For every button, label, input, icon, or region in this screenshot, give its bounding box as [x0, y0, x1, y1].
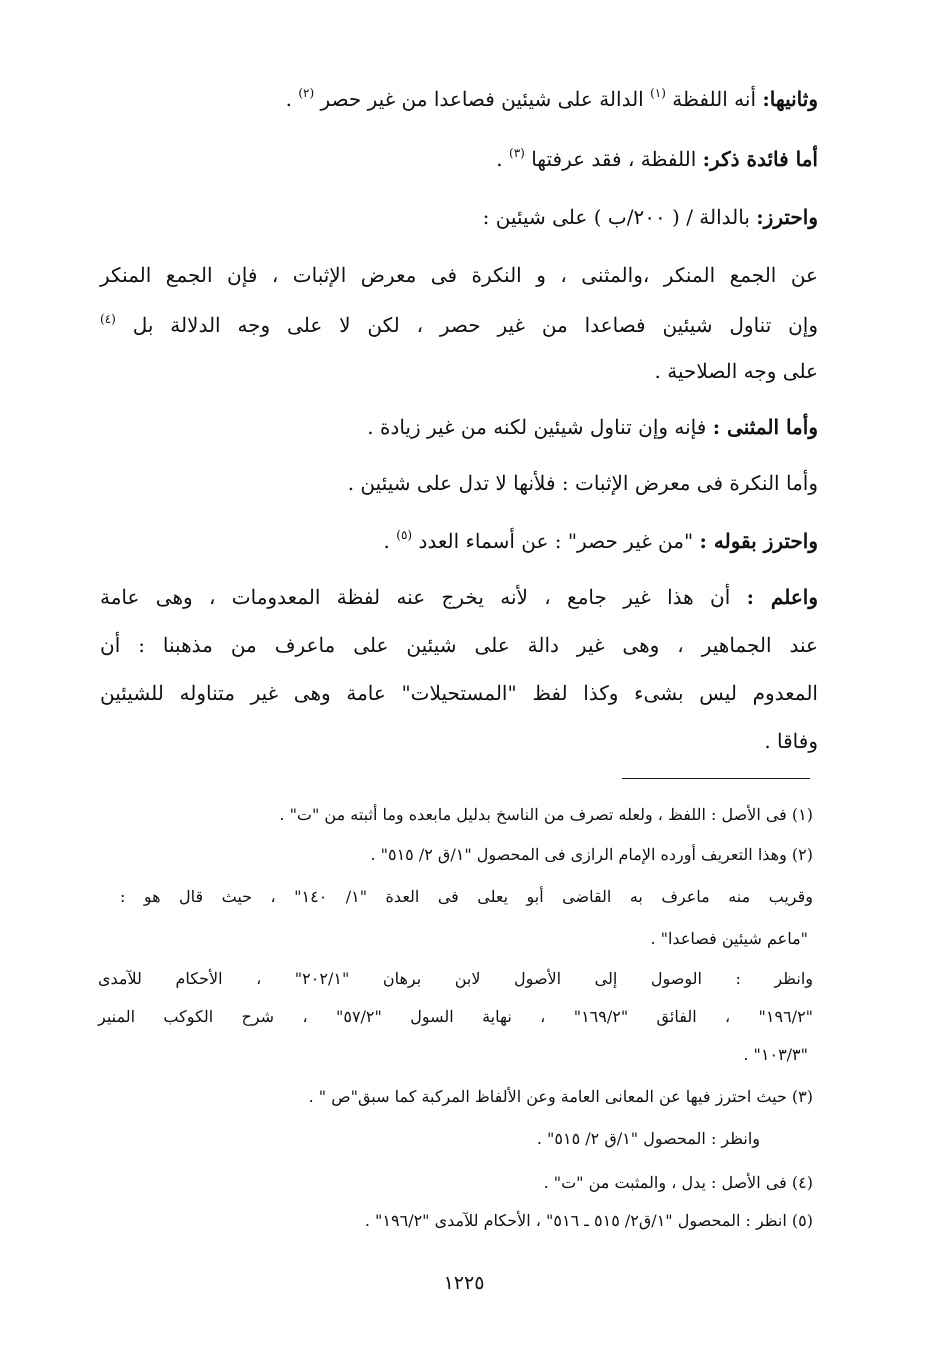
- footnote-2-refs-2: "١٩٦/٢" ، الفائق "١٦٩/٢" ، نهاية السول "٥٧/٢" ، شرح الكوكب المنير: [98, 1007, 814, 1026]
- text: عن أسماء العدد: [418, 529, 549, 553]
- footnote-divider: [622, 778, 810, 779]
- paragraph-know-line-1: [100, 582, 818, 612]
- label-excluded: واحترز:: [756, 205, 818, 229]
- paragraph-plural-line-2: [100, 310, 818, 340]
- paragraph-know-line-4: وفاقا .: [764, 729, 818, 753]
- text: .: [383, 529, 390, 553]
- paragraph-plural-line-1: عن الجمع المنكر ،والمثنى ، و النكرة فى معرض الإثبات ، فإن الجمع المنكر: [100, 263, 818, 287]
- paragraph-secondly: [286, 84, 818, 114]
- text: .: [496, 147, 503, 171]
- paragraph-benefit: [496, 144, 818, 174]
- paragraph-know-line-2: عند الجماهير ، وهى غير دالة على شيئين على ماعرف من مذهبنا : أن: [100, 633, 818, 657]
- label-dual: وأما المثنى :: [712, 415, 818, 439]
- footnote-ref-2: (٢): [298, 86, 315, 100]
- label-benefit: أما فائدة ذكر:: [702, 147, 818, 171]
- text: أنه اللفظة: [672, 87, 757, 111]
- paragraph-excluded: [483, 202, 818, 232]
- paragraph-know-line-3: المعدوم ليس بشىء وكذا لفظ "المستحيلات" عامة وهى غير متناوله للشيئين: [100, 681, 818, 705]
- footnote-2: (٢) وهذا التعريف أورده الإمام الرازى فى المحصول "١/ق ٢/ ٥١٥" .: [370, 845, 813, 864]
- paragraph-without-limit: [384, 526, 818, 556]
- text: أن هذا غير جامع ، لأنه يخرج عنه لفظة المعدومات ، وهى عامة: [100, 585, 731, 609]
- footnote-3: (٣) حيث احترز فيها عن المعانى العامة وعن الألفاظ المركبة كما سبق"ص " .: [308, 1087, 813, 1106]
- footnote-2-refs-1: وانظر : الوصول إلى الأصول لابن برهان "٢٠٢/١" ، الأحكام للآمدى: [98, 969, 813, 988]
- footnote-2-continued: وقريب منه ماعرف به القاضى أبو يعلى فى العدة "١/ ١٤٠" ، حيث قال هو :: [120, 887, 813, 906]
- paragraph-plural-line-3: على وجه الصلاحية .: [654, 359, 818, 383]
- footnote-ref-4: (٤): [100, 312, 116, 326]
- footnote-ref-1: (١): [650, 86, 666, 100]
- text: .: [285, 87, 292, 111]
- paragraph-dual: [367, 412, 818, 442]
- text: فإنه وإن تناول شيئين لكنه من غير زيادة .: [367, 415, 707, 439]
- page-number: ١٢٢٥: [443, 1272, 485, 1294]
- footnote-5: (٥) انظر : المحصول "١/ق٢/ ٥١٥ ـ ٥١٦" ، الأحكام للآمدى "١٩٦/٢" .: [364, 1211, 813, 1230]
- footnote-ref-3: (٣): [509, 146, 525, 160]
- footnote-2-quote: "ماعم شيئين فصاعدا" .: [650, 929, 808, 948]
- footnote-1: (١) فى الأصل : اللفظ ، ولعله تصرف من الناسخ بدليل مابعده وما أثبته من "ت" .: [279, 805, 813, 824]
- paragraph-indefinite: وأما النكرة فى معرض الإثبات : فلأنها لا تدل على شيئين .: [347, 471, 818, 495]
- footnote-4: (٤) فى الأصل : يدل ، والمثبت من "ت" .: [543, 1173, 813, 1192]
- footnote-2-refs-3: "١٠٣/٣" .: [743, 1045, 808, 1064]
- text: وإن تناول شيئين فصاعدا من غير حصر ، لكن لا على وجه الدلالة بل: [132, 313, 819, 337]
- label-secondly: وثانيها:: [762, 87, 818, 111]
- label-excluded-saying: واحترز بقوله :: [699, 529, 818, 553]
- text: بالدالة / ( ٢٠٠/ب ) على شيئين :: [482, 205, 750, 229]
- text: الدالة على شيئين فصاعدا من غير حصر: [320, 87, 644, 111]
- label-know: واعلم :: [746, 585, 818, 609]
- text: اللفظة ، فقد عرفتها: [531, 147, 697, 171]
- footnote-ref-5: (٥): [396, 528, 413, 542]
- footnote-3-continued: وانظر : المحصول "١/ق ٢/ ٥١٥" .: [536, 1129, 760, 1148]
- quote: "من غير حصر" :: [554, 529, 694, 553]
